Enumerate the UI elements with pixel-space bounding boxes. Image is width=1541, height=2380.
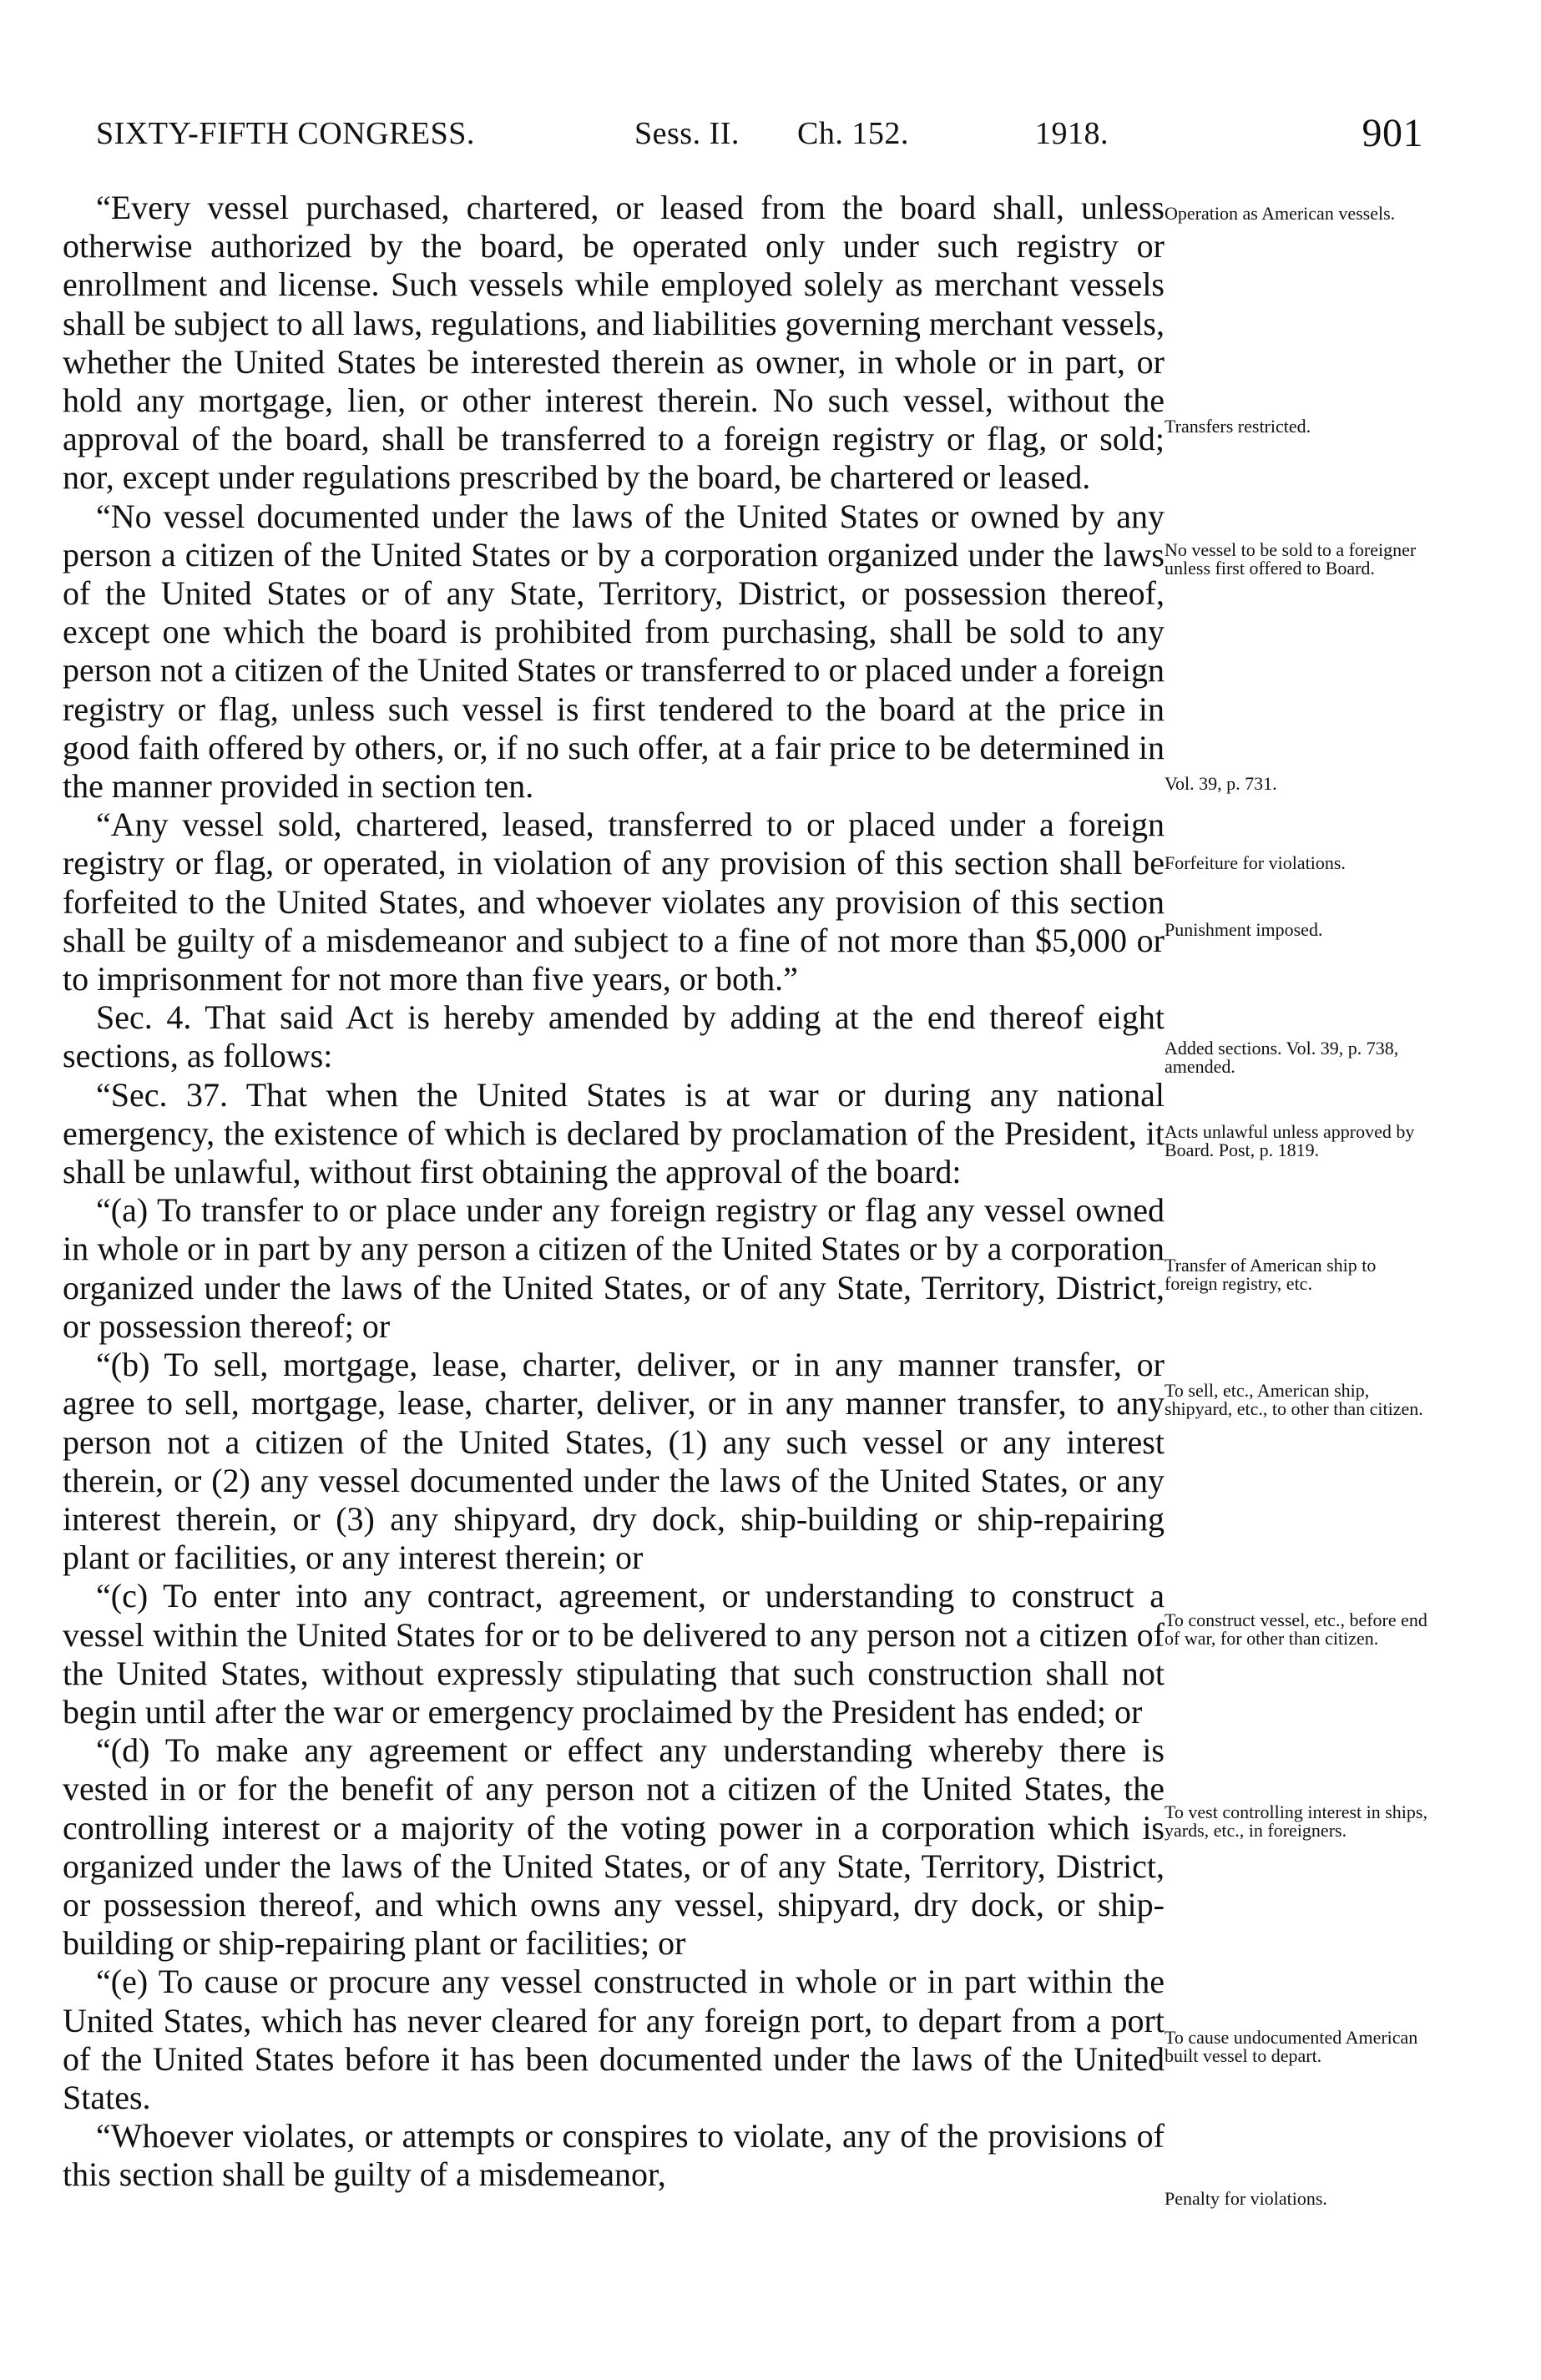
statute-body [63, 189, 1165, 2195]
margin-note: To sell, etc., American ship, shipyard, etc., to other than citizen. [1165, 1380, 1423, 1419]
paragraph-clause-d: “(d) To make any agreement or effect any understanding whereby there is vested in or for the benefit of any person not a citizen of the United States, the controlling interest or a majority of the voting power in a corporation which is organized under the laws of the United States, or of any State, Territory, District, or possession thereof, and which owns any vessel, shipyard, dry dock, or ship-building or ship-repairing plant or facilities; or [63, 1731, 1165, 1963]
page-number: 901 [1362, 111, 1423, 155]
margin-note: No vessel to be sold to a foreigner unless first offered to Board. [1165, 539, 1417, 579]
paragraph-forfeiture: “Any vessel sold, chartered, leased, transferred to or placed under a foreign registry or flag, or operated, in violation of any provision of this section shall be forfeited to the United States, and whoever violates any provision of this section shall be guilty of a misdemeanor and subject to a fine of not more than $5,000 or to imprisonment for not more than five years, or both.” [63, 806, 1165, 998]
margin-note: Transfer of American ship to foreign registry, etc. [1165, 1255, 1377, 1294]
paragraph-vessel-operation: “Every vessel purchased, chartered, or leased from the board shall, unless otherwise authorized by the board, be operated only under such registry or enrollment and license. Such vessels while employed solely as merchant vessels shall be subject to all laws, regulations, and liabilities governing merchant vessels, whether the United States be interested therein as owner, in whole or in part, or hold any mortgage, lien, or other interest therein. No such vessel, without the approval of the board, shall be transferred to a foreign registry or flag, or sold; nor, except under regulations prescribed by the board, be chartered or leased. [63, 189, 1165, 497]
running-head-session: Sess. II. [634, 116, 740, 151]
paragraph-sec-4: Sec. 4. That said Act is hereby amended by adding at the end thereof eight sections, as follows: [63, 998, 1165, 1075]
paragraph-no-vessel-sold: “No vessel documented under the laws of the United States or owned by any person a citizen of the United States or by a corporation organized under the laws of the United States or of any State, Territory, District, or possession thereof, except one which the board is prohibited from purchasing, shall be sold to any person not a citizen of the United States or transferred to or placed under a foreign registry or flag, unless such vessel is first tendered to the board at the price in good faith offered by others, or, if no such offer, at a fair price to be determined in the manner provided in section ten. [63, 497, 1165, 806]
margin-note: To cause undocumented American built vessel to depart. [1165, 2027, 1418, 2066]
paragraph-clause-b: “(b) To sell, mortgage, lease, charter, deliver, or in any manner transfer, or agree to sell, mortgage, lease, charter, deliver, or in any manner transfer, to any person not a citizen of the United States, (1) any such vessel or any interest therein, or (2) any vessel documented under the laws of the United States, or any interest therein, or (3) any shipyard, dry dock, ship-building or ship-repairing plant or facilities, or any interest therein; or [63, 1346, 1165, 1577]
paragraph-clause-e: “(e) To cause or procure any vessel constructed in whole or in part within the United States, which has never cleared for any foreign port, to depart from a port of the United States before it has been documented under the laws of the United States. [63, 1963, 1165, 2116]
margin-note: Transfers restricted. [1165, 416, 1311, 437]
running-head-year: 1918. [1035, 116, 1109, 151]
margin-note: To vest controlling interest in ships, yards, etc., in foreigners. [1165, 1801, 1427, 1841]
margin-note: To construct vessel, etc., before end of war, for other than citizen. [1165, 1609, 1427, 1649]
margin-note: Forfeiture for violations. [1165, 852, 1346, 873]
paragraph-clause-a: “(a) To transfer to or place under any foreign registry or flag any vessel owned in whole or in part by any person a citizen of the United States or by a corporation organized under the laws of the United States, or of any State, Territory, District, or possession thereof; or [63, 1191, 1165, 1345]
paragraph-penalty: “Whoever violates, or attempts or conspires to violate, any of the provisions of this section shall be guilty of a misdemeanor, [63, 2117, 1165, 2194]
margin-note: Added sections. Vol. 39, p. 738, amended. [1165, 1038, 1399, 1077]
page-header [96, 111, 1423, 165]
margin-note: Vol. 39, p. 731. [1165, 773, 1277, 794]
paragraph-clause-c: “(c) To enter into any contract, agreement, or understanding to construct a vessel within the United States for or to be delivered to any person not a citizen of the United States, without expressly stipulating that such construction shall not begin until after the war or emergency proclaimed by the President has ended; or [63, 1577, 1165, 1731]
running-head-congress: SIXTY-FIFTH CONGRESS. [96, 116, 475, 151]
paragraph-sec-37: “Sec. 37. That when the United States is at war or during any national emergency, the existence of which is declared by proclamation of the President, it shall be unlawful, without first obtaining the approval of the board: [63, 1075, 1165, 1191]
running-head-chapter: Ch. 152. [797, 116, 909, 151]
margin-note: Acts unlawful unless approved by Board. Post, p. 1819. [1165, 1121, 1415, 1160]
margin-note: Penalty for violations. [1165, 2188, 1327, 2209]
margin-note: Punishment imposed. [1165, 919, 1323, 940]
margin-note: Operation as American vessels. [1165, 203, 1396, 224]
